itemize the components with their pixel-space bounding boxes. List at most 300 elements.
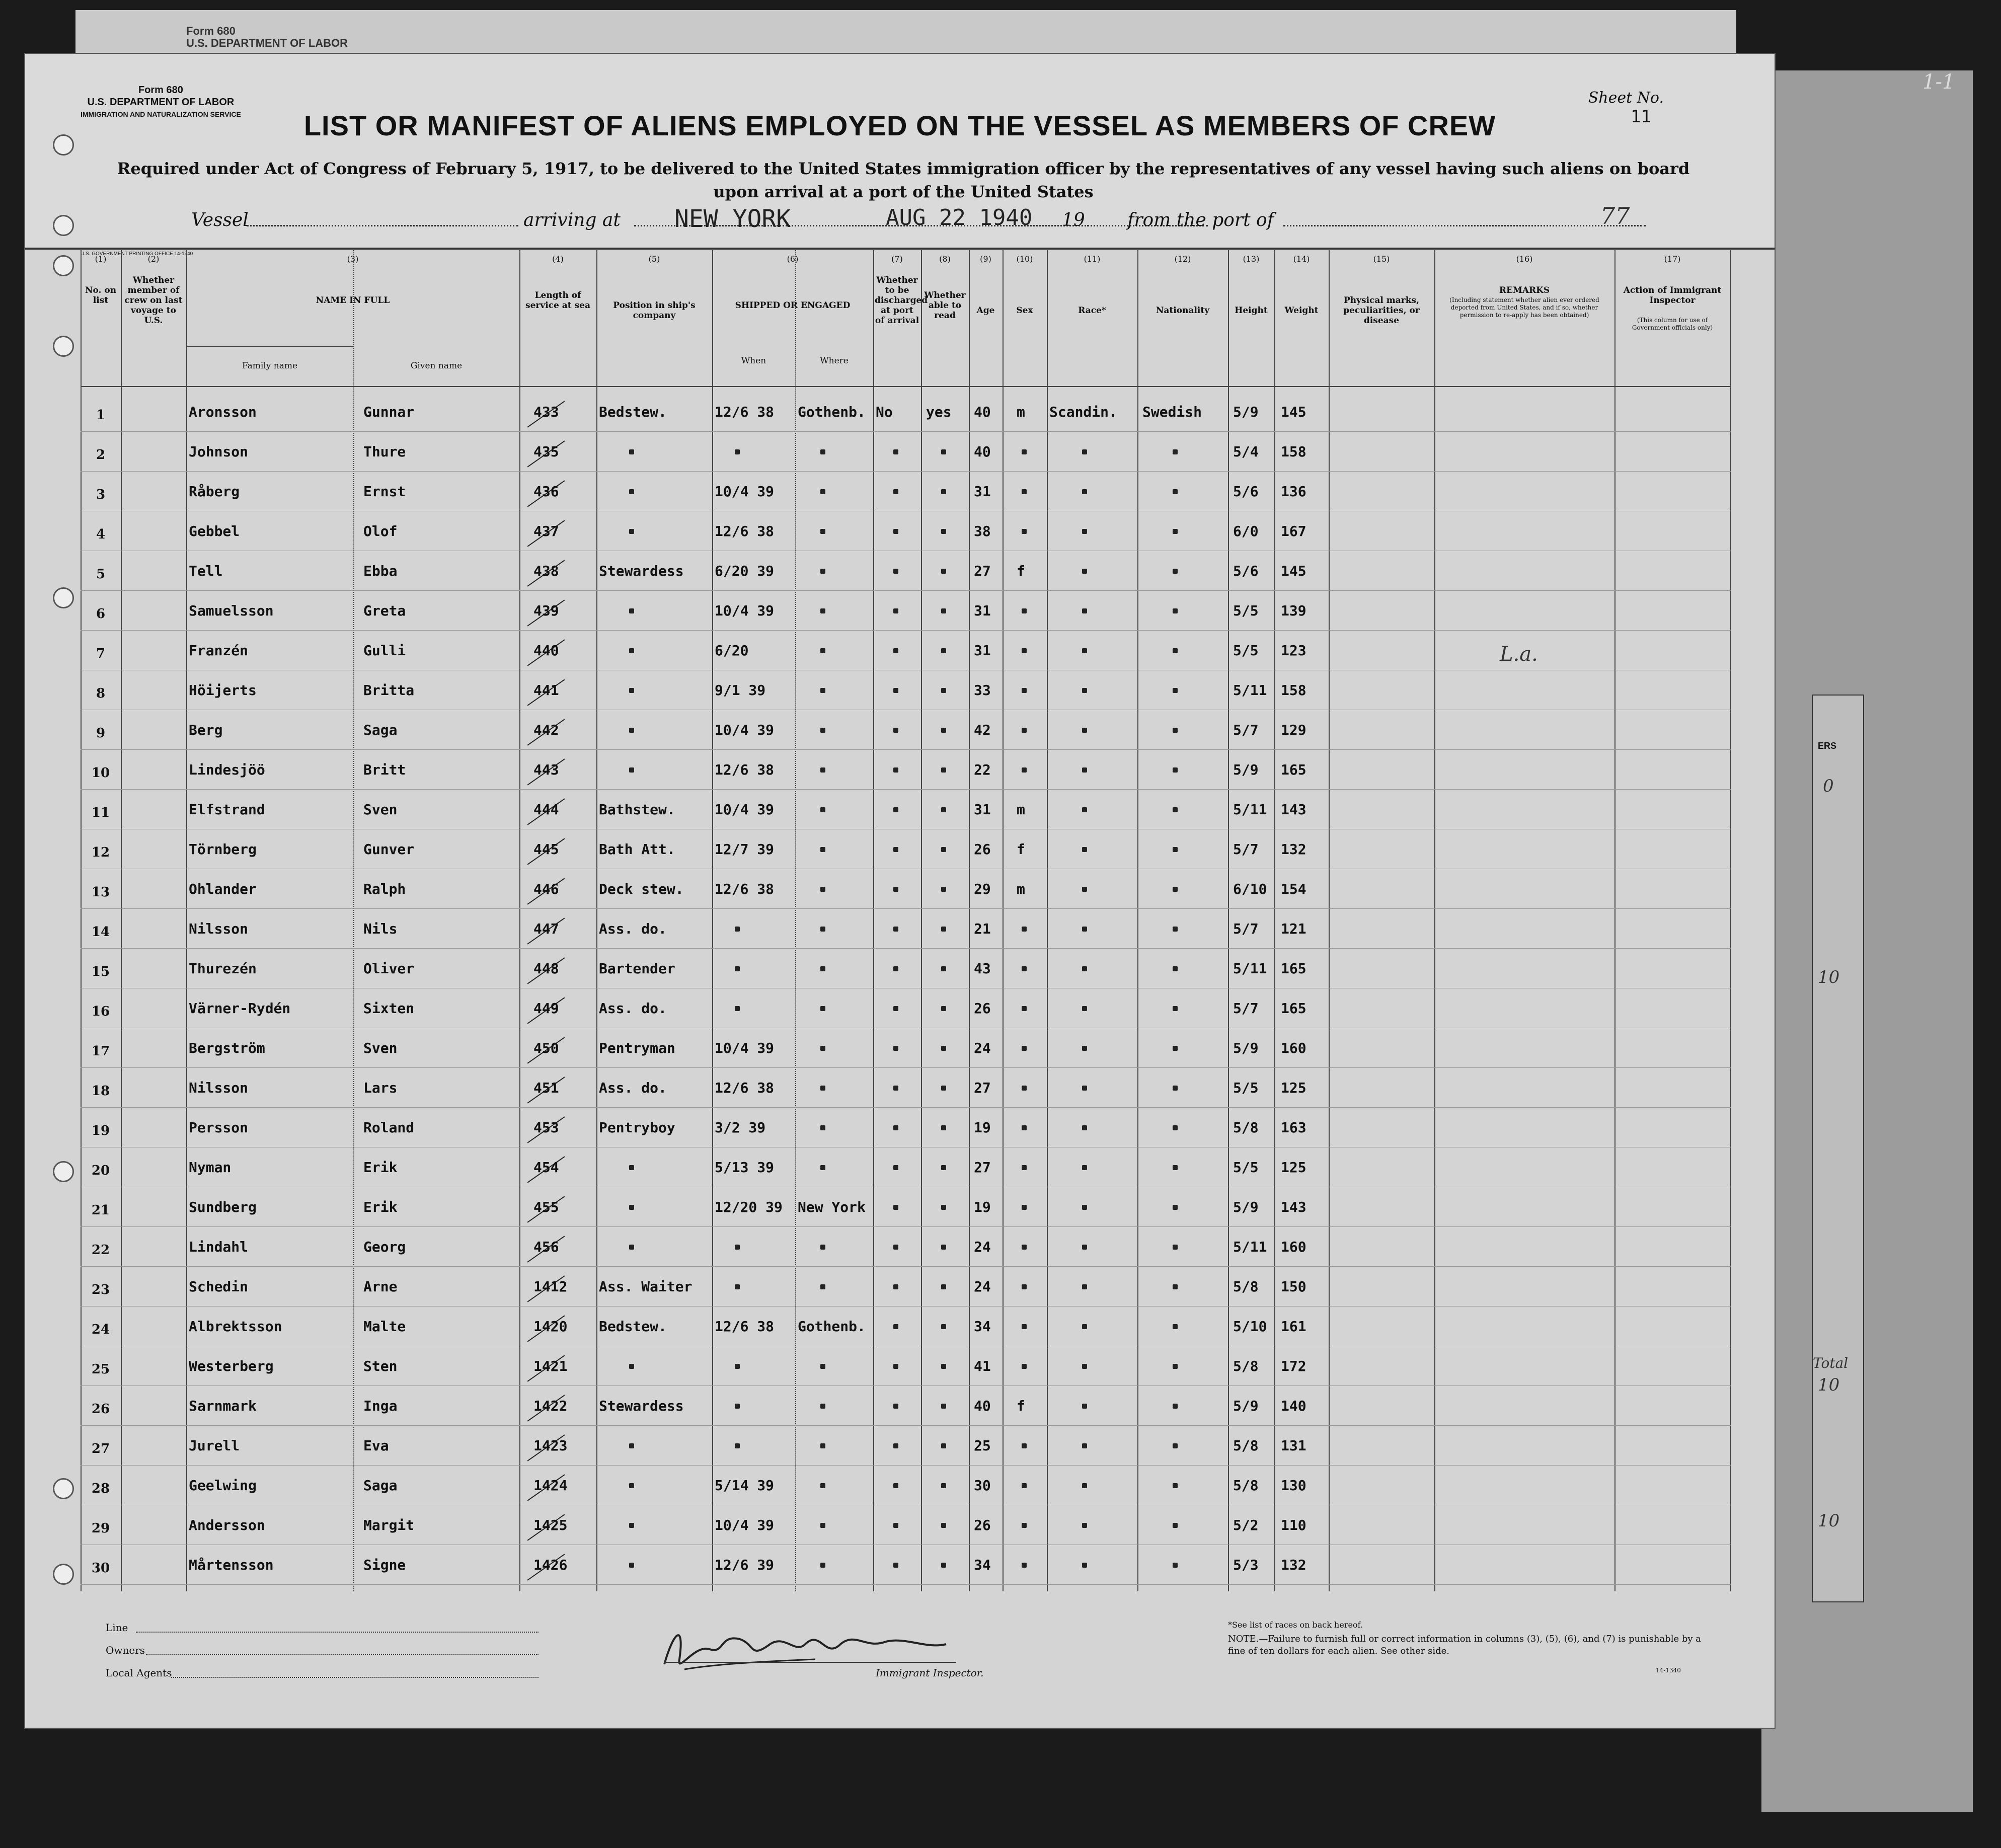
ditto-mark <box>1082 728 1087 733</box>
column-line <box>121 250 122 1591</box>
row-number: 23 <box>91 1282 110 1297</box>
height-cell: 5/9 <box>1233 1040 1259 1056</box>
ditto-mark <box>1173 1364 1178 1369</box>
ditto-mark <box>820 1086 825 1091</box>
weight-cell: 172 <box>1281 1358 1306 1374</box>
service-cell: 453 <box>533 1119 559 1136</box>
age-cell: 42 <box>974 722 991 738</box>
ditto-mark <box>893 1205 898 1210</box>
ditto-mark <box>1082 648 1087 653</box>
row-rule <box>81 471 1731 472</box>
family-name-cell: Nilsson <box>189 920 249 937</box>
column-line <box>1730 250 1731 1591</box>
age-cell: 31 <box>974 602 991 619</box>
family-name-cell: Sundberg <box>189 1199 257 1215</box>
row-number: 15 <box>91 964 110 979</box>
col-heading-name: NAME IN FULL <box>316 295 390 305</box>
binder-hole <box>53 1161 74 1182</box>
ditto-mark <box>1173 688 1178 693</box>
row-number: 1 <box>96 408 106 423</box>
binder-hole <box>53 1478 74 1499</box>
from-port-label: from the port of <box>1127 210 1274 230</box>
line-label: Line <box>106 1622 128 1634</box>
department: U.S. DEPARTMENT OF LABOR <box>87 97 235 108</box>
subheader-rule <box>186 346 353 347</box>
weight-cell: 125 <box>1281 1080 1306 1096</box>
height-cell: 5/11 <box>1233 801 1267 818</box>
given-name-cell: Margit <box>363 1517 415 1533</box>
ditto-mark <box>1022 1443 1027 1448</box>
col-number: (9) <box>980 254 991 264</box>
weight-cell: 158 <box>1281 443 1306 460</box>
position-cell: Ass. Waiter <box>599 1278 692 1295</box>
sex-cell: m <box>1017 801 1025 818</box>
binder-hole <box>53 587 74 608</box>
ditto-mark <box>1173 569 1178 574</box>
ditto-mark <box>629 529 634 534</box>
shipped-when-cell: 9/1 39 <box>715 682 766 699</box>
shipped-when-cell: 12/6 38 <box>715 523 775 540</box>
given-name-cell: Inga <box>363 1398 398 1414</box>
ditto-mark <box>941 1046 946 1051</box>
ditto-mark <box>629 728 634 733</box>
page-title: LIST OR MANIFEST OF ALIENS EMPLOYED ON THE VESSEL AS MEMBERS OF CREW <box>303 110 1496 141</box>
row-number: 16 <box>91 1004 110 1019</box>
ditto-mark <box>893 1086 898 1091</box>
col-heading-race: Race* <box>1078 305 1106 316</box>
age-cell: 26 <box>974 1517 991 1533</box>
ditto-mark <box>1082 608 1087 613</box>
ditto-mark <box>893 1523 898 1528</box>
weight-cell: 136 <box>1281 483 1306 500</box>
ditto-mark <box>1173 728 1178 733</box>
row-rule <box>81 1266 1731 1267</box>
ditto-mark <box>820 1483 825 1488</box>
column-line <box>1047 250 1048 1591</box>
ditto-mark <box>893 1443 898 1448</box>
ditto-mark <box>820 1364 825 1369</box>
ditto-mark <box>1173 1324 1178 1329</box>
stub-department: U.S. DEPARTMENT OF LABOR <box>186 37 348 49</box>
ditto-mark <box>1173 1125 1178 1130</box>
ditto-mark <box>1022 608 1027 613</box>
ditto-mark <box>1082 1086 1087 1091</box>
service-name: IMMIGRATION AND NATURALIZATION SERVICE <box>81 110 241 118</box>
shipped-where-cell: Gothenb. <box>798 404 866 420</box>
ditto-mark <box>1022 1284 1027 1289</box>
family-name-cell: Aronsson <box>189 404 257 420</box>
height-cell: 5/8 <box>1233 1477 1259 1494</box>
line-field <box>136 1632 538 1633</box>
position-cell: Pentryman <box>599 1040 675 1056</box>
col-heading-family-name: Family name <box>242 361 298 371</box>
weight-cell: 167 <box>1281 523 1306 540</box>
service-cell: 439 <box>533 602 559 619</box>
ditto-mark <box>735 1404 740 1409</box>
weight-cell: 143 <box>1281 1199 1306 1215</box>
height-cell: 5/2 <box>1233 1517 1259 1533</box>
col-number: (15) <box>1373 254 1390 264</box>
crew-table <box>81 250 1731 1591</box>
ditto-mark <box>941 1324 946 1329</box>
age-cell: 40 <box>974 443 991 460</box>
local-agents-field <box>171 1677 538 1678</box>
vessel-field <box>247 225 518 226</box>
binder-hole <box>53 215 74 236</box>
weight-cell: 110 <box>1281 1517 1306 1533</box>
given-name-cell: Ernst <box>363 483 406 500</box>
service-cell: 1426 <box>533 1557 568 1573</box>
ditto-mark <box>1082 529 1087 534</box>
age-cell: 41 <box>974 1358 991 1374</box>
ditto-mark <box>1082 688 1087 693</box>
ditto-mark <box>1173 887 1178 892</box>
ditto-mark <box>1082 887 1087 892</box>
shipped-when-cell: 10/4 39 <box>715 722 775 738</box>
ditto-mark <box>1173 1483 1178 1488</box>
ditto-mark <box>941 1443 946 1448</box>
ditto-mark <box>1082 1563 1087 1568</box>
weight-cell: 143 <box>1281 801 1306 818</box>
ditto-mark <box>941 1523 946 1528</box>
ditto-mark <box>1082 927 1087 932</box>
family-name-cell: Nyman <box>189 1159 232 1176</box>
ditto-mark <box>1082 569 1087 574</box>
strip-value: 10 <box>1818 1511 1840 1531</box>
weight-cell: 140 <box>1281 1398 1306 1414</box>
weight-cell: 163 <box>1281 1119 1306 1136</box>
weight-cell: 130 <box>1281 1477 1306 1494</box>
inspector-line <box>664 1662 956 1663</box>
given-name-cell: Olof <box>363 523 398 540</box>
service-cell: 1412 <box>533 1278 568 1295</box>
given-name-cell: Gulli <box>363 642 406 659</box>
row-number: 17 <box>91 1044 110 1059</box>
column-line <box>1274 250 1275 1591</box>
date-stamp: AUG 22 1940 <box>886 205 1033 230</box>
shipped-when-cell: 12/6 39 <box>715 1557 775 1573</box>
given-name-cell: Erik <box>363 1159 398 1176</box>
family-name-cell: Albrektsson <box>189 1318 282 1335</box>
shipped-when-cell: 10/4 39 <box>715 801 775 818</box>
age-cell: 27 <box>974 1080 991 1096</box>
ditto-mark <box>820 449 825 454</box>
inspector-label: Immigrant Inspector. <box>876 1667 984 1679</box>
ditto-mark <box>893 966 898 971</box>
service-cell: 449 <box>533 1000 559 1017</box>
row-number: 24 <box>91 1322 110 1337</box>
height-cell: 6/0 <box>1233 523 1259 540</box>
ditto-mark <box>893 608 898 613</box>
ditto-mark <box>1173 1165 1178 1170</box>
height-cell: 6/10 <box>1233 881 1267 897</box>
ditto-mark <box>629 449 634 454</box>
family-name-cell: Schedin <box>189 1278 249 1295</box>
row-rule <box>81 630 1731 631</box>
height-cell: 5/9 <box>1233 404 1259 420</box>
ditto-mark <box>941 688 946 693</box>
family-name-cell: Värner-Rydén <box>189 1000 291 1017</box>
ditto-mark <box>735 966 740 971</box>
column-line <box>519 250 520 1591</box>
ditto-mark <box>1082 847 1087 852</box>
age-cell: 24 <box>974 1278 991 1295</box>
ditto-mark <box>893 569 898 574</box>
ditto-mark <box>629 1205 634 1210</box>
ditto-mark <box>820 529 825 534</box>
service-cell: 444 <box>533 801 559 818</box>
given-name-cell: Saga <box>363 1477 398 1494</box>
row-number: 22 <box>91 1243 110 1258</box>
ditto-mark <box>941 1404 946 1409</box>
col-heading-where: Where <box>820 356 849 366</box>
ditto-mark <box>1173 1006 1178 1011</box>
family-name-cell: Bergström <box>189 1040 265 1056</box>
given-name-cell: Lars <box>363 1080 398 1096</box>
height-cell: 5/7 <box>1233 841 1259 858</box>
strip-value: 10 <box>1818 967 1840 987</box>
age-cell: 26 <box>974 1000 991 1017</box>
shipped-when-cell: 12/6 38 <box>715 881 775 897</box>
weight-cell: 145 <box>1281 404 1306 420</box>
given-name-cell: Signe <box>363 1557 406 1573</box>
ditto-mark <box>941 1245 946 1250</box>
family-name-cell: Nilsson <box>189 1080 249 1096</box>
height-cell: 5/5 <box>1233 1080 1259 1096</box>
ditto-mark <box>820 688 825 693</box>
ditto-mark <box>820 1006 825 1011</box>
row-rule <box>81 1465 1731 1466</box>
row-rule <box>81 590 1731 591</box>
age-cell: 22 <box>974 761 991 778</box>
shipped-when-cell: 10/4 39 <box>715 1517 775 1533</box>
service-cell: 448 <box>533 960 559 977</box>
age-cell: 29 <box>974 881 991 897</box>
ditto-mark <box>1022 449 1027 454</box>
row-rule <box>81 431 1731 432</box>
service-cell: 437 <box>533 523 559 540</box>
height-cell: 5/11 <box>1233 1239 1267 1255</box>
row-number: 27 <box>91 1441 110 1456</box>
col-heading-action: Action of Immigrant Inspector <box>1623 285 1722 305</box>
row-number: 29 <box>91 1521 110 1536</box>
ditto-mark <box>1022 1483 1027 1488</box>
row-number: 13 <box>91 885 110 900</box>
service-cell: 446 <box>533 881 559 897</box>
column-line <box>1137 250 1138 1591</box>
ditto-mark <box>1082 767 1087 773</box>
discharged-cell: No <box>876 404 893 420</box>
height-cell: 5/8 <box>1233 1119 1259 1136</box>
ditto-mark <box>1173 927 1178 932</box>
ditto-mark <box>1173 1443 1178 1448</box>
ditto-mark <box>941 1483 946 1488</box>
given-name-cell: Roland <box>363 1119 415 1136</box>
height-cell: 5/6 <box>1233 563 1259 579</box>
ditto-mark <box>941 1165 946 1170</box>
ditto-mark <box>893 1125 898 1130</box>
ditto-mark <box>1022 1364 1027 1369</box>
vessel-line <box>191 202 1651 235</box>
weight-cell: 121 <box>1281 920 1306 937</box>
ditto-mark <box>941 489 946 494</box>
ditto-mark <box>629 1245 634 1250</box>
shipped-where-cell: Gothenb. <box>798 1318 866 1335</box>
ditto-mark <box>1022 1165 1027 1170</box>
height-cell: 5/8 <box>1233 1278 1259 1295</box>
shipped-when-cell: 5/13 39 <box>715 1159 775 1176</box>
age-cell: 24 <box>974 1239 991 1255</box>
given-name-cell: Ralph <box>363 881 406 897</box>
height-cell: 5/9 <box>1233 761 1259 778</box>
ditto-mark <box>629 688 634 693</box>
ditto-mark <box>941 927 946 932</box>
column-line <box>969 250 970 1591</box>
family-name-cell: Geelwing <box>189 1477 257 1494</box>
age-cell: 26 <box>974 841 991 858</box>
ditto-mark <box>1022 1046 1027 1051</box>
position-cell: Bedstew. <box>599 404 667 420</box>
column-line <box>1614 250 1615 1591</box>
weight-cell: 150 <box>1281 1278 1306 1295</box>
ditto-mark <box>1173 1086 1178 1091</box>
ditto-mark <box>941 529 946 534</box>
family-name-cell: Sarnmark <box>189 1398 257 1414</box>
family-name-cell: Franzén <box>189 642 249 659</box>
year-prefix: 19 <box>1062 210 1085 230</box>
col-number: (17) <box>1664 254 1681 264</box>
col-heading-action-sub: (This column for use of Government officials only) <box>1632 317 1713 331</box>
height-cell: 5/4 <box>1233 443 1259 460</box>
ditto-mark <box>820 648 825 653</box>
ditto-mark <box>1082 449 1087 454</box>
position-cell: Bartender <box>599 960 675 977</box>
ditto-mark <box>820 489 825 494</box>
row-rule <box>81 1107 1731 1108</box>
ditto-mark <box>1082 1443 1087 1448</box>
age-cell: 31 <box>974 642 991 659</box>
ditto-mark <box>1173 648 1178 653</box>
row-number: 9 <box>96 726 106 741</box>
given-name-cell: Ebba <box>363 563 398 579</box>
height-cell: 5/3 <box>1233 1557 1259 1573</box>
col-heading-height: Height <box>1235 305 1268 316</box>
ditto-mark <box>629 1563 634 1568</box>
ditto-mark <box>1173 847 1178 852</box>
owners-field <box>146 1654 538 1655</box>
from-port-field <box>1283 225 1646 226</box>
ditto-mark <box>735 927 740 932</box>
ditto-mark <box>820 1165 825 1170</box>
header-band <box>25 54 1775 250</box>
ditto-mark <box>820 1046 825 1051</box>
row-number: 11 <box>91 805 110 820</box>
subheader-rule <box>712 322 713 323</box>
ditto-mark <box>1022 767 1027 773</box>
height-cell: 5/9 <box>1233 1199 1259 1215</box>
ditto-mark <box>893 489 898 494</box>
given-name-cell: Saga <box>363 722 398 738</box>
year-field <box>1087 225 1122 226</box>
family-name-cell: Mårtensson <box>189 1557 274 1573</box>
weight-cell: 158 <box>1281 682 1306 699</box>
ditto-mark <box>1082 1284 1087 1289</box>
row-number: 25 <box>91 1362 110 1377</box>
service-cell: 1425 <box>533 1517 568 1533</box>
age-cell: 31 <box>974 801 991 818</box>
nationality-cell: Swedish <box>1142 404 1202 420</box>
weight-cell: 132 <box>1281 841 1306 858</box>
ditto-mark <box>1022 1205 1027 1210</box>
given-name-cell: Gunver <box>363 841 415 858</box>
sex-cell: f <box>1017 1398 1025 1414</box>
ditto-mark <box>1082 1324 1087 1329</box>
ditto-mark <box>1022 1523 1027 1528</box>
col-heading-read: Whether able to read <box>924 290 966 321</box>
col-heading-last-voyage: Whether member of crew on last voyage to U.S. <box>124 275 183 326</box>
ditto-mark <box>1082 966 1087 971</box>
age-cell: 19 <box>974 1119 991 1136</box>
row-number: 30 <box>91 1561 110 1576</box>
ditto-mark <box>893 648 898 653</box>
given-name-cell: Malte <box>363 1318 406 1335</box>
ditto-mark <box>941 767 946 773</box>
ditto-mark <box>1173 608 1178 613</box>
ditto-mark <box>735 1245 740 1250</box>
given-name-cell: Britta <box>363 682 415 699</box>
weight-cell: 165 <box>1281 960 1306 977</box>
form-number: Form 680 <box>138 85 183 96</box>
height-cell: 5/8 <box>1233 1437 1259 1454</box>
ditto-mark <box>893 847 898 852</box>
row-number: 14 <box>91 925 110 940</box>
form-code: 14-1340 <box>1656 1667 1681 1674</box>
height-cell: 5/6 <box>1233 483 1259 500</box>
ditto-mark <box>893 1404 898 1409</box>
ditto-mark <box>893 927 898 932</box>
back-sheets <box>1761 70 1973 1812</box>
column-line <box>353 250 354 1591</box>
given-name-cell: Sven <box>363 1040 398 1056</box>
ditto-mark <box>941 1125 946 1130</box>
ditto-mark <box>941 1284 946 1289</box>
ditto-mark <box>820 728 825 733</box>
service-cell: 443 <box>533 761 559 778</box>
row-number: 19 <box>91 1123 110 1138</box>
col-heading-sex: Sex <box>1016 305 1033 316</box>
shipped-when-cell: 12/6 38 <box>715 1318 775 1335</box>
shipped-where-cell: New York <box>798 1199 866 1215</box>
ditto-mark <box>820 1245 825 1250</box>
ditto-mark <box>820 1404 825 1409</box>
row-number: 3 <box>96 487 106 502</box>
weight-cell: 123 <box>1281 642 1306 659</box>
given-name-cell: Thure <box>363 443 406 460</box>
row-number: 7 <box>96 646 106 661</box>
family-name-cell: Elfstrand <box>189 801 265 818</box>
service-cell: 1424 <box>533 1477 568 1494</box>
ditto-mark <box>820 966 825 971</box>
col-number: (6) <box>787 254 799 264</box>
ditto-mark <box>629 489 634 494</box>
row-number: 6 <box>96 606 106 622</box>
age-cell: 21 <box>974 920 991 937</box>
col-heading-shipped: SHIPPED OR ENGAGED <box>735 300 851 311</box>
family-name-cell: Ohlander <box>189 881 257 897</box>
ditto-mark <box>820 1563 825 1568</box>
ditto-mark <box>1082 1483 1087 1488</box>
ditto-mark <box>1173 1404 1178 1409</box>
